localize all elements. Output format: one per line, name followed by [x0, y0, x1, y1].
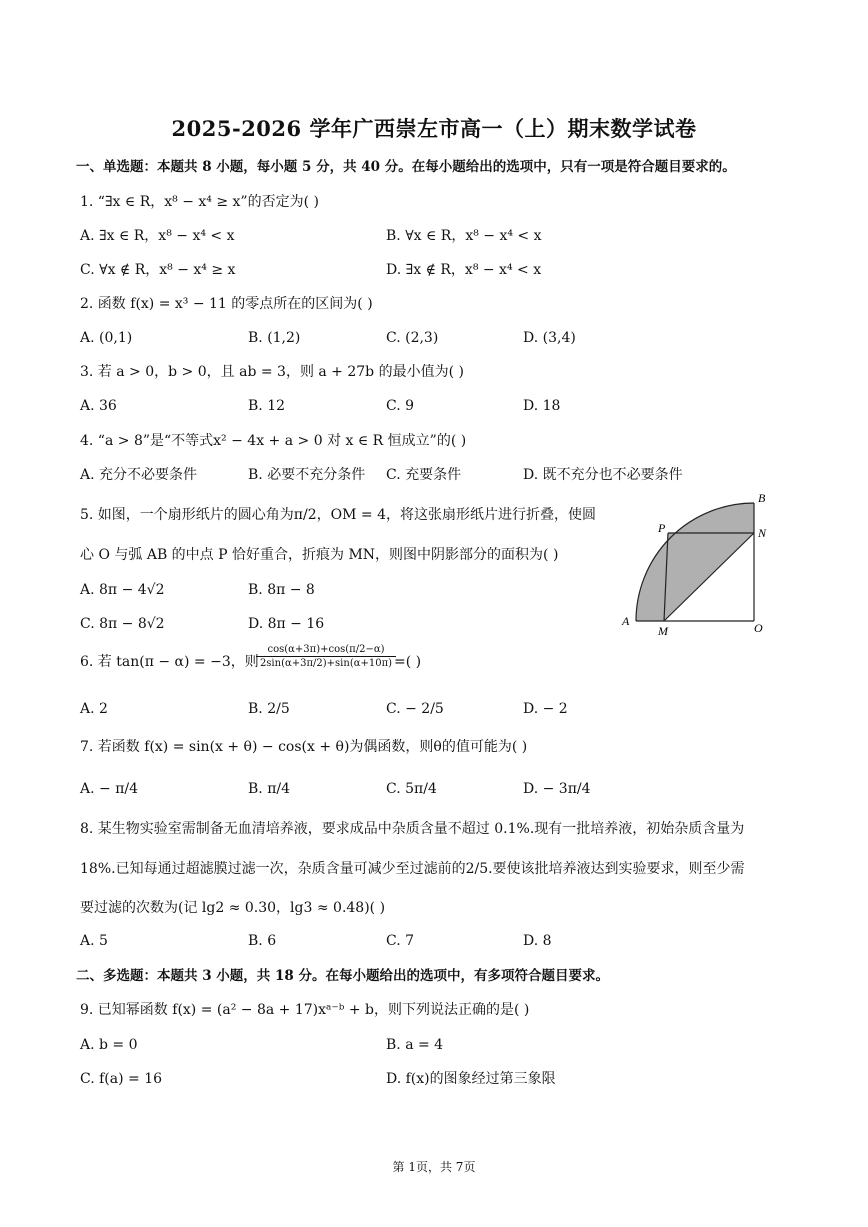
q5-option-a: A. 8π − 4√2: [80, 582, 165, 598]
q8-option-d: D. 8: [523, 933, 552, 949]
q3-option-a: A. 36: [80, 398, 117, 414]
q6-option-b: B. 2/5: [248, 701, 290, 717]
q4-option-d: D. 既不充分也不必要条件: [523, 467, 683, 483]
q6-fraction: [256, 643, 396, 670]
q7-option-a: A. − π/4: [80, 781, 139, 797]
label-o: O: [754, 621, 763, 635]
q9-option-b: B. a = 4: [386, 1037, 444, 1053]
q6-denominator: 2sin(α+3π/2)+sin(α+10π): [259, 658, 393, 669]
q5-option-c: C. 8π − 8√2: [80, 616, 165, 632]
page-footer: 第 1页，共 7页: [392, 1160, 476, 1174]
label-p: P: [658, 521, 666, 535]
q6-numerator: cos(α+3π)+cos(π/2−α): [256, 643, 396, 657]
q3-option-b: B. 12: [248, 398, 286, 414]
q7-option-d: D. − 3π/4: [523, 781, 591, 797]
q7-option-b: B. π/4: [248, 781, 291, 797]
q8-stem-line2: 18%.已知每通过超滤膜过滤一次，杂质含量可减少至过滤前的2/5.要使该批培养液达到实验要求，则至少需: [80, 861, 745, 877]
shaded-region-left: [636, 539, 668, 621]
q4-option-b: B. 必要不充分条件: [248, 467, 366, 483]
q3-option-c: C. 9: [386, 398, 415, 414]
sector-folding-figure: [614, 486, 774, 636]
q9-option-a: A. b = 0: [80, 1037, 138, 1053]
q5-stem-line1: 5. 如图，一个扇形纸片的圆心角为π/2，OM = 4，将这张扇形纸片进行折叠，使圆: [80, 507, 596, 523]
q7-stem: 7. 若函数 f(x) = sin(x + θ) − cos(x + θ)为偶函数，则θ的值可能为( ): [80, 739, 528, 755]
q1-option-a: A. ∃x ∈ R，x⁸ − x⁴ < x: [80, 228, 235, 244]
q1-stem: 1. “∃x ∈ R，x⁸ − x⁴ ≥ x”的否定为( ): [80, 194, 319, 210]
label-a: A: [622, 614, 630, 628]
label-n: N: [758, 526, 767, 540]
q8-option-c: C. 7: [386, 933, 415, 949]
q6-option-a: A. 2: [80, 701, 108, 717]
q9-option-d: D. f(x)的图象经过第三象限: [386, 1071, 556, 1087]
page-title: 2025-2026 学年广西崇左市高一（上）期末数学试卷: [171, 116, 697, 141]
q7-option-c: C. 5π/4: [386, 781, 437, 797]
q2-option-c: C. (2,3): [386, 330, 439, 346]
q6-stem-suffix: =( ): [394, 654, 422, 670]
q5-option-d: D. 8π − 16: [248, 616, 325, 632]
q8-stem-line1: 8. 某生物实验室需制备无血清培养液，要求成品中杂质含量不超过 0.1%.现有一批培养液，初始杂质含量为: [80, 821, 745, 837]
q9-stem: 9. 已知幂函数 f(x) = (a² − 8a + 17)xᵃ⁻ᵇ + b，则下列说法正确的是( ): [80, 1002, 530, 1018]
q1-option-b: B. ∀x ∈ R，x⁸ − x⁴ < x: [386, 228, 542, 244]
q1-option-c: C. ∀x ∉ R，x⁸ − x⁴ ≥ x: [80, 262, 236, 278]
q2-stem: 2. 函数 f(x) = x³ − 11 的零点所在的区间为( ): [80, 296, 373, 312]
q6-option-c: C. − 2/5: [386, 701, 444, 717]
q6-option-d: D. − 2: [523, 701, 568, 717]
q4-option-a: A. 充分不必要条件: [80, 467, 198, 483]
q2-option-b: B. (1,2): [248, 330, 301, 346]
q8-option-a: A. 5: [80, 933, 108, 949]
label-b: B: [758, 491, 766, 505]
q1-option-d: D. ∃x ∉ R，x⁸ − x⁴ < x: [386, 262, 542, 278]
q8-stem-line3: 要过滤的次数为(记 lg2 ≈ 0.30，lg3 ≈ 0.48)( ): [80, 900, 386, 916]
q3-option-d: D. 18: [523, 398, 561, 414]
q4-option-c: C. 充要条件: [386, 467, 462, 483]
label-m: M: [658, 624, 668, 636]
q3-stem: 3. 若 a > 0，b > 0，且 ab = 3，则 a + 27b 的最小值为( ): [80, 364, 464, 380]
q9-option-c: C. f(a) = 16: [80, 1071, 163, 1087]
q6-stem-prefix: 6. 若 tan(π − α) = −3，则: [80, 654, 259, 670]
q8-option-b: B. 6: [248, 933, 277, 949]
q2-option-a: A. (0,1): [80, 330, 133, 346]
q5-stem-line2: 心 O 与弧 AB 的中点 P 恰好重合，折痕为 MN，则图中阴影部分的面积为( ): [80, 547, 559, 563]
q5-option-b: B. 8π − 8: [248, 582, 315, 598]
section-single-choice: 一、单选题：本题共 8 小题，每小题 5 分，共 40 分。在每小题给出的选项中，只有一项是符合题目要求的。: [76, 159, 736, 175]
section-multiple-choice: 二、多选题：本题共 3 小题，共 18 分。在每小题给出的选项中，有多项符合题目要求。: [76, 968, 609, 984]
q2-option-d: D. (3,4): [523, 330, 576, 346]
q4-stem: 4. “a > 8”是“不等式x² − 4x + a > 0 对 x ∈ R 恒成立”的( ): [80, 433, 467, 449]
